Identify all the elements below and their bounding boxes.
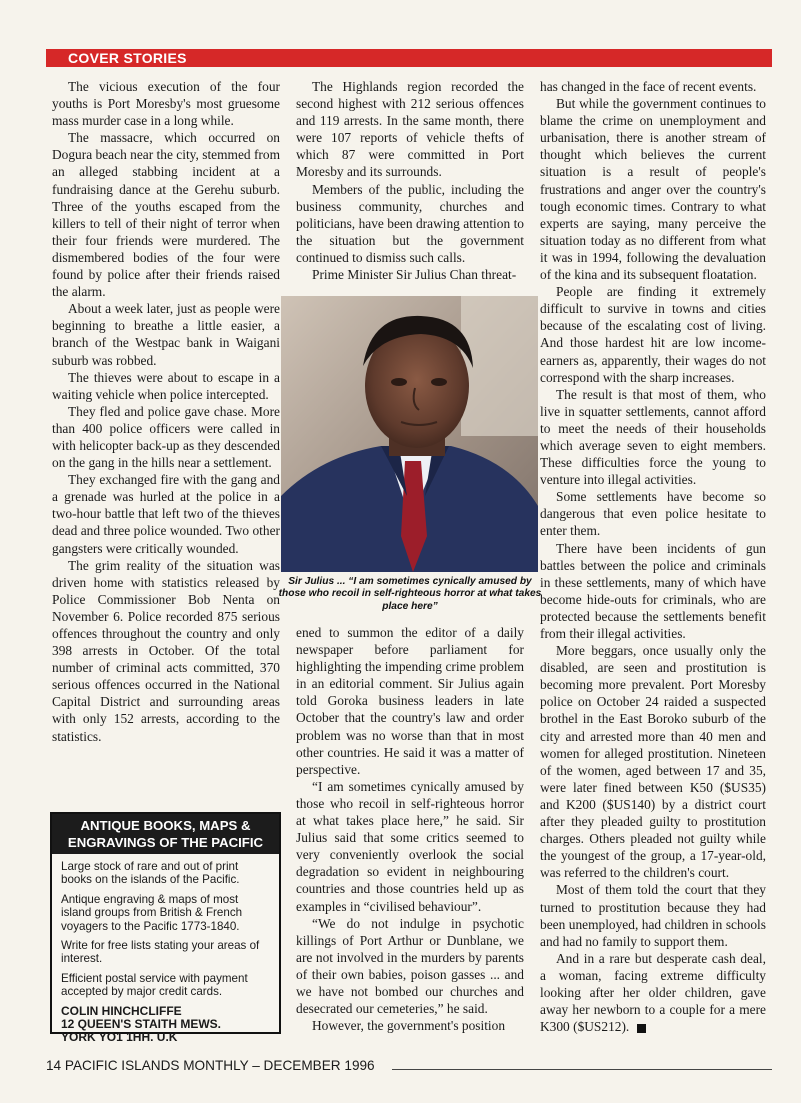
ad-line: Efficient postal service with payment accepted by major credit cards. bbox=[61, 971, 248, 999]
ad-address-line: 12 QUEEN'S STAITH MEWS. bbox=[61, 1017, 221, 1032]
ad-title: ANTIQUE BOOKS, MAPS & ENGRAVINGS OF THE PACIFIC bbox=[52, 814, 279, 854]
paragraph-text: And in a rare but desperate cash deal, a woman, facing extreme difficulty looking after her older children, gave away her newborn to a couple for a mere K300 ($US212). bbox=[540, 950, 766, 1035]
footer-folio: 14 PACIFIC ISLANDS MONTHLY – DECEMBER 1996 bbox=[46, 1058, 375, 1073]
ad-body bbox=[52, 854, 279, 1045]
paragraph: “I am sometimes cynically amused by those who recoil in self-righteous horror at what takes place here,” he said. Sir Julius said that some critics seemed to very conveniently overlook the social degradation so evident in neighbouring countries and those countries held up as examples in “civilised behaviour”. bbox=[296, 778, 524, 914]
page-footer bbox=[46, 1058, 772, 1078]
paragraph: The vicious execution of the four youths is Port Moresby's most gruesome mass murder case in a long while. bbox=[52, 79, 280, 129]
paragraph: Members of the public, including the business community, churches and politicians, have been drawing attention to the situation but the government continued to dismiss such calls. bbox=[296, 181, 524, 265]
paragraph bbox=[540, 950, 766, 1035]
article-column-2-top bbox=[296, 78, 524, 283]
paragraph: However, the government's position bbox=[312, 1018, 506, 1034]
paragraph: Prime Minister Sir Julius Chan threat- bbox=[312, 267, 517, 283]
ad-address-line: COLIN HINCHCLIFFE bbox=[61, 1003, 182, 1018]
end-square-icon bbox=[637, 1024, 646, 1033]
paragraph: There have been incidents of gun battles between the police and criminals in these settlements, many of which have become hide-outs for criminals, who are protected because the settlements benefit from their illegal activities. bbox=[540, 540, 766, 641]
ad-line: Antique engraving & maps of most island groups from British & French voyagers to the Pacific 1773-1840. bbox=[61, 892, 243, 933]
section-title: COVER STORIES bbox=[68, 50, 187, 66]
advertisement-box bbox=[50, 812, 281, 1045]
section-header bbox=[46, 49, 772, 67]
paragraph: The grim reality of the situation was driven home with statistics released by Police Commissioner Bob Nenta on November 6. Police recorded 875 serious offences throughout the country and only 398 arrests in October. Of the total number of criminal acts committed, 370 serious offences occurred in the National Capital District and surrounding areas with only 152 arrests, according to the statistics. bbox=[52, 557, 280, 744]
paragraph: The massacre, which occurred on Dogura beach near the city, stemmed from an alleged stabbing incident at a fundraising dance at the Gerehu suburb. Three of the youths escaped from the killers to tell of their night of terror when their four friends were murdered. The dismembered bodies of the four were found by police after their friends raised the alarm. bbox=[52, 130, 280, 300]
paragraph: The thieves were about to escape in a waiting vehicle when police intercepted. bbox=[52, 369, 280, 402]
paragraph: has changed in the face of recent events. bbox=[540, 79, 757, 94]
paragraph: But while the government continues to blame the crime on unemployment and urbanisation, there is another stream of thought which believes the current situation is a result of people's frustrations and anger over the country's tough economic times. Contrary to what experts are saying, many perceive the situation today as no different from what it was in 1994, following the devaluation of the kina and its subsequent floatation. bbox=[540, 96, 766, 283]
ad-address-line: YORK YO1 1HH. U.K bbox=[61, 1030, 178, 1045]
ad-line: Write for free lists stating your areas of interest. bbox=[61, 939, 260, 966]
paragraph: People are finding it extremely difficult to survive in towns and cities because of the escalating cost of living. And those hardest hit are low income-earners as, apparently, their wages do not correspond with the sharp increases. bbox=[540, 284, 766, 385]
article-column-3 bbox=[540, 78, 766, 1035]
portrait-photo bbox=[281, 296, 538, 572]
article-column-1 bbox=[52, 78, 280, 745]
photo-caption: Sir Julius ... “I am sometimes cynically amused by those who recoil in self-righteous horror at what takes place here” bbox=[278, 576, 542, 612]
footer-rule bbox=[392, 1069, 772, 1070]
article-column-2-bottom bbox=[296, 624, 524, 1034]
paragraph: Some settlements have become so dangerous that even police hesitate to enter them. bbox=[540, 489, 766, 539]
paragraph: Most of them told the court that they turned to prostitution because they had been unemployed, had children in schools and had no family to support them. bbox=[540, 882, 766, 949]
paragraph: They exchanged fire with the gang and a grenade was hurled at the police in a two-hour battle that left two of the thieves dead and three police wounded. Two other gangsters were critically wounded. bbox=[52, 472, 280, 556]
paragraph: “We do not indulge in psychotic killings of Port Arthur or Dunblane, we are not involved in the murders by parents of their own babies, poison gasses ... and we have not bombed our churches and desecrated our cemeteries,” he said. bbox=[296, 915, 524, 1017]
ad-address bbox=[61, 1005, 271, 1045]
paragraph: More beggars, once usually only the disabled, are seen and prostitution is becoming more prevalent. Port Moresby police on October 24 raided a suspected brothel in the East Boroko suburb of the city and arrested more than 40 men and women for alleged prostitution. Nineteen of the women, aged between 17 and 35, were later fined between K50 ($US35) and K200 ($US140) by a district court after they pleaded guilty to prostitution charges. Others pleaded not guilty while the youngest of the group, a 17-year-old, was referred to the children's court. bbox=[540, 643, 766, 881]
ad-line: Large stock of rare and out of print books on the islands of the Pacific. bbox=[61, 860, 240, 887]
paragraph: About a week later, just as people were beginning to breathe a little easier, a branch of the Westpac bank in Waigani suburb was robbed. bbox=[52, 301, 280, 368]
portrait-illustration bbox=[281, 296, 538, 572]
paragraph: The result is that most of them, who live in squatter settlements, cannot afford to meet the needs of their households which average seven to eight members. These difficulties force the young to venture into illegal activities. bbox=[540, 386, 766, 488]
paragraph: ened to summon the editor of a daily newspaper before parliament for highlighting the impending crime problem in an editorial comment. Sir Julius again told Goroka business leaders in late October that the country's law and order problem was no worse than that in most other countries. He said it was a matter of perspective. bbox=[296, 625, 524, 777]
paragraph: They fled and police gave chase. More than 400 police officers were called in with helicopter back-up as they descended on the gang in the hills near a settlement. bbox=[52, 403, 280, 471]
paragraph: The Highlands region recorded the second highest with 212 serious offences and 119 arrests. In the same month, there were 107 reports of vehicle thefts of which 87 were committed in Port Moresby and its surrounds. bbox=[296, 79, 524, 180]
